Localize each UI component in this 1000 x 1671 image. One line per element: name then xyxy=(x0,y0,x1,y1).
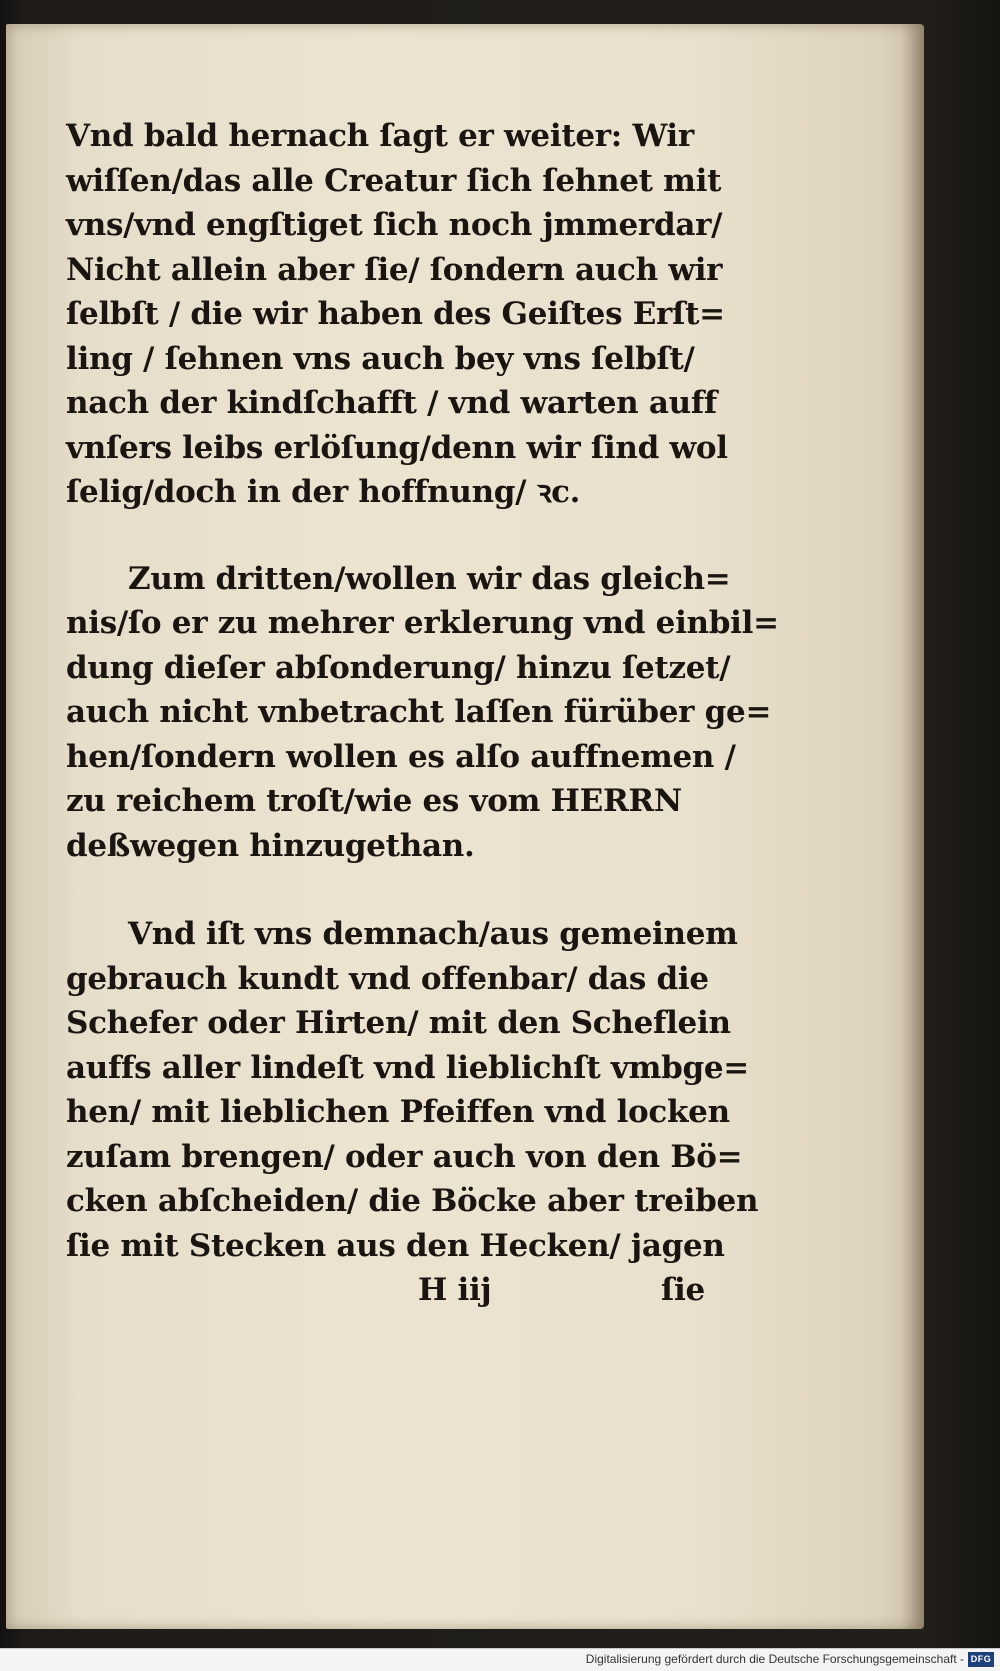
digitization-footer xyxy=(0,1648,1000,1671)
text-line: deßwegen hinzugethan. xyxy=(66,827,475,864)
book-page xyxy=(6,24,924,1629)
text-line: ling / ſehnen vns auch bey vns ſelbſt/ xyxy=(66,340,695,377)
text-line: gebrauch kundt vnd offenbar/ das die xyxy=(66,960,709,997)
text-line: ſelbſt / die wir haben des Geiſtes Erſt= xyxy=(66,296,725,332)
page-foot-line xyxy=(66,1268,806,1312)
text-line: auch nicht vnbetracht laſſen fürüber ge= xyxy=(66,694,772,730)
signature-mark: H iij xyxy=(418,1272,492,1308)
text-line: Schefer oder Hirten/ mit den Scheflein xyxy=(66,1005,731,1041)
text-line: Nicht allein aber ſie/ ſondern auch wir xyxy=(66,251,723,288)
text-line: zu reichem troſt/wie es vom HERRN xyxy=(66,783,682,819)
dfg-logo-icon: DFG xyxy=(968,1652,994,1667)
text-line: ſie mit Stecken aus den Hecken/ jagen xyxy=(66,1227,725,1264)
text-line: Vnd bald hernach ſagt er weiter: Wir xyxy=(66,118,694,154)
text-line: nach der kindſchafft / vnd warten auff xyxy=(66,385,717,421)
text-line: vns/vnd engſtiget ſich noch jmmerdar/ xyxy=(66,207,723,243)
text-line: ſelig/doch in der hoffnung/ ꝛc. xyxy=(66,474,581,510)
text-line: dung dieſer abſonderung/ hinzu ſetzet/ xyxy=(66,649,731,686)
paragraph-2 xyxy=(66,557,806,869)
page-text xyxy=(66,114,806,1312)
page-edge-shadow xyxy=(900,24,924,1629)
text-line: vnſers leibs erlöſung/denn wir ſind wol xyxy=(66,429,728,466)
funding-notice: Digitalisierung gefördert durch die Deutsche Forschungsgemeinschaft - xyxy=(585,1652,964,1666)
text-line: hen/ mit lieblichen Pfeiffen vnd locken xyxy=(66,1094,730,1130)
text-line: zuſam brengen/ oder auch von den Bö= xyxy=(66,1138,743,1175)
text-line: nis/ſo er zu mehrer erklerung vnd einbil= xyxy=(66,605,779,641)
text-line: cken abſcheiden/ die Böcke aber treiben xyxy=(66,1183,759,1219)
paragraph-1 xyxy=(66,114,806,515)
text-line: wiſſen/das alle Creatur ſich ſehnet mit xyxy=(66,162,722,199)
paragraph-3 xyxy=(66,912,806,1268)
catchword: ſie xyxy=(661,1272,705,1308)
text-line: hen/ſondern wollen es alſo auffnemen / xyxy=(66,738,736,775)
text-line: auffs aller lindeſt vnd lieblichſt vmbge= xyxy=(66,1049,749,1086)
text-line: Zum dritten/wollen wir das gleich= xyxy=(128,560,731,597)
text-line: Vnd iſt vns demnach/aus gemeinem xyxy=(128,916,738,952)
